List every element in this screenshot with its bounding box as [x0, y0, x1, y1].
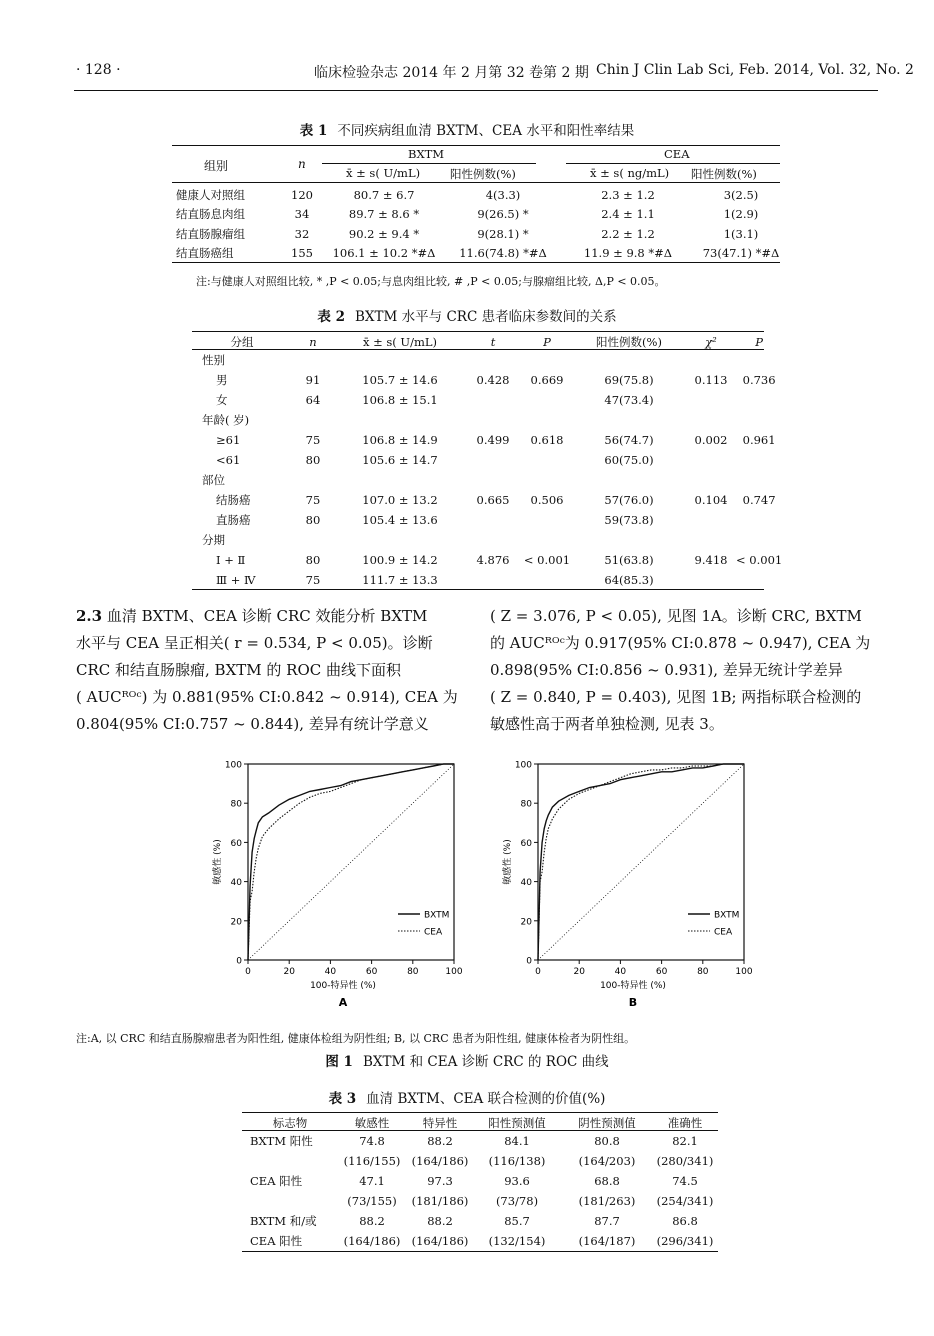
- y-tick-label: 0: [236, 956, 242, 967]
- table3-label: 表 3: [328, 1091, 357, 1107]
- table2-title: BXTM 水平与 CRC 患者临床参数间的关系: [355, 309, 617, 325]
- y-tick-label: 80: [230, 799, 242, 810]
- y-tick-label: 40: [520, 878, 532, 889]
- table-row: 女 64 106.8 ± 15.1 47(73.4): [216, 393, 654, 407]
- y-tick-label: 20: [230, 917, 242, 928]
- table-row: 分期: [202, 533, 225, 547]
- y-tick-label: 40: [230, 878, 242, 889]
- table3-title: 血清 BXTM、CEA 联合检测的价值(%): [366, 1091, 606, 1107]
- table2-header-row: 分组 n x̄ ± s( U/mL) t P 阳性例数(%) χ² P: [230, 334, 763, 349]
- table-row: BXTM 阳性 74.8 88.2 84.1 80.8 82.1: [250, 1134, 698, 1148]
- table1-body: [176, 185, 786, 263]
- table-row: 性别: [202, 353, 225, 367]
- table1-header-cea: CEA: [664, 147, 690, 161]
- body-line: 2.3 血清 BXTM、CEA 诊断 CRC 效能分析 BXTM: [76, 607, 428, 625]
- body-right-column: [490, 603, 880, 738]
- table1-header-bxtm-level: x̄ ± s( U/mL): [346, 166, 421, 180]
- x-tick-label: 40: [614, 967, 627, 977]
- x-tick-label: 0: [245, 967, 251, 977]
- y-tick-label: 100: [224, 760, 242, 771]
- table-row: CEA 阳性 (164/186) (164/186) (132/154) (164/187) (296/341): [250, 1234, 714, 1248]
- table-row: 结直肠癌组 155 106.1 ± 10.2 *#Δ 11.6(74.8) *#Δ 11.9 ± 9.8 *#Δ 73(47.1) *#Δ: [176, 246, 780, 261]
- table-row: ≥61 75 106.8 ± 14.9 0.499 0.618 56(74.7) 0.002 0.961: [216, 433, 776, 447]
- table2-label: 表 2: [317, 309, 346, 325]
- y-tick-label: 60: [520, 838, 532, 849]
- page-number: · 128 ·: [76, 62, 121, 78]
- x-tick-label: 20: [283, 967, 295, 977]
- body-line: ( AUCᴿᴼᶜ) 为 0.881(95% CI:0.842 ~ 0.914), CEA 为: [76, 688, 458, 706]
- y-tick-label: 80: [520, 799, 532, 810]
- table1-label: 表 1: [299, 123, 328, 139]
- table-row: BXTM 和/或 88.2 88.2 85.7 87.7 86.8: [250, 1214, 698, 1228]
- table-row: 男 91 105.7 ± 14.6 0.428 0.669 69(75.8) 0.113 0.736: [216, 373, 776, 387]
- body-line: 水平与 CEA 呈正相关( r = 0.534, P < 0.05)。诊断: [76, 634, 433, 652]
- x-tick-label: 100: [735, 967, 753, 977]
- x-axis-label: 100-特异性 (%): [310, 981, 376, 991]
- y-axis-label: 敏感性 (%): [213, 839, 223, 885]
- panel-label: B: [628, 996, 638, 1009]
- x-tick-label: 40: [324, 967, 337, 977]
- body-line: ( Z = 3.076, P < 0.05), 见图 1A。诊断 CRC, BXTM: [490, 607, 862, 625]
- y-tick-label: 100: [514, 760, 532, 771]
- legend-label-bxtm: BXTM: [424, 910, 450, 921]
- table1-header-group: 组别: [204, 159, 229, 173]
- roc-chart-a: [200, 752, 470, 1014]
- table-row: 结直肠腺瘤组 32 90.2 ± 9.4 * 9(28.1) * 2.2 ± 1.2 1(3.1): [176, 226, 759, 241]
- table1-caption: [0, 119, 934, 139]
- y-axis-label: 敏感性 (%): [503, 839, 513, 885]
- x-tick-label: 20: [573, 967, 585, 977]
- table1-title: 不同疾病组血清 BXTM、CEA 水平和阳性率结果: [337, 123, 635, 139]
- table1-header-n: n: [298, 157, 306, 171]
- table-row: (116/155) (164/186) (116/138) (164/203) (280/341): [343, 1154, 714, 1168]
- body-line: 0.898(95% CI:0.856 ~ 0.931), 差异无统计学差异: [490, 661, 843, 679]
- x-tick-label: 80: [697, 967, 709, 977]
- section-number: 2.3: [76, 607, 103, 625]
- x-tick-label: 100: [445, 967, 463, 977]
- table3-header-row: 标志物 敏感性 特异性 阳性预测值 阴性预测值 准确性: [272, 1115, 703, 1130]
- table-row: 健康人对照组 120 80.7 ± 6.7 4(3.3) 2.3 ± 1.2 3(2.5): [176, 187, 759, 202]
- roc-chart-b: [490, 752, 760, 1014]
- table3: [244, 1114, 718, 1251]
- body-line: ( Z = 0.840, P = 0.403), 见图 1B; 两指标联合检测的: [490, 688, 862, 706]
- legend-label-cea: CEA: [424, 927, 443, 938]
- table1-note: 注:与健康人对照组比较, * ,P < 0.05;与息肉组比较, # ,P < 0.05;与腺瘤组比较, Δ,P < 0.05。: [196, 275, 666, 288]
- table-row: 部位: [202, 473, 225, 487]
- x-tick-label: 60: [655, 967, 668, 977]
- x-tick-label: 60: [365, 967, 378, 977]
- table-row: 结肠癌 75 107.0 ± 13.2 0.665 0.506 57(76.0) 0.104 0.747: [216, 493, 776, 507]
- table3-caption: [0, 1087, 934, 1107]
- panel-label: A: [338, 996, 348, 1009]
- table1-header-cea-level: x̄ ± s( ng/mL): [590, 166, 670, 180]
- figure1-title: BXTM 和 CEA 诊断 CRC 的 ROC 曲线: [362, 1054, 609, 1070]
- table-row: (73/155) (181/186) (73/78) (181/263) (254/341): [347, 1194, 714, 1208]
- y-tick-label: 60: [230, 838, 242, 849]
- legend-label-bxtm: BXTM: [714, 910, 740, 921]
- table1-header-bxtm: BXTM: [408, 147, 445, 161]
- body-line: 敏感性高于两者单独检测, 见表 3。: [490, 715, 724, 733]
- table-row: 直肠癌 80 105.4 ± 13.6 59(73.8): [216, 513, 654, 527]
- x-tick-label: 0: [535, 967, 541, 977]
- table2: [194, 333, 782, 590]
- figure1-caption: [0, 1050, 934, 1070]
- x-axis-label: 100-特异性 (%): [600, 981, 666, 991]
- body-line: 0.804(95% CI:0.757 ~ 0.844), 差异有统计学意义: [76, 715, 429, 733]
- table1-header-cea-pos: 阳性例数(%): [691, 167, 757, 181]
- legend-label-cea: CEA: [714, 927, 733, 938]
- body-left-column: [76, 603, 464, 738]
- table-row: <61 80 105.6 ± 14.7 60(75.0): [216, 453, 654, 467]
- table-row: Ⅰ + Ⅱ 80 100.9 ± 14.2 4.876 < 0.001 51(63.8) 9.418 < 0.001: [216, 553, 783, 567]
- header-rule: [74, 90, 878, 91]
- body-line: 的 AUCᴿᴼᶜ为 0.917(95% CI:0.878 ~ 0.947), CEA 为: [490, 634, 871, 652]
- table-row: CEA 阳性 47.1 97.3 93.6 68.8 74.5: [250, 1174, 698, 1188]
- table1-header-bxtm-pos: 阳性例数(%): [450, 167, 516, 181]
- y-tick-label: 0: [526, 956, 532, 967]
- journal-title-cn: 临床检验杂志 2014 年 2 月第 32 卷第 2 期: [314, 65, 589, 81]
- journal-title-en: Chin J Clin Lab Sci, Feb. 2014, Vol. 32, No. 2: [596, 62, 914, 78]
- x-tick-label: 80: [407, 967, 419, 977]
- figure1-note: 注:A, 以 CRC 和结直肠腺瘤患者为阳性组, 健康体检组为阴性组; B, 以 CRC 患者为阳性组, 健康体检者为阴性组。: [76, 1032, 636, 1045]
- table-row: 结直肠息肉组 34 89.7 ± 8.6 * 9(26.5) * 2.4 ± 1.1 1(2.9): [176, 207, 759, 222]
- table-row: 年龄( 岁): [202, 413, 250, 427]
- y-tick-label: 20: [520, 917, 532, 928]
- table-row: Ⅲ + Ⅳ 75 111.7 ± 13.3 64(85.3): [216, 573, 654, 587]
- body-line: CRC 和结直肠腺瘤, BXTM 的 ROC 曲线下面积: [76, 661, 401, 679]
- table2-caption: [0, 305, 934, 325]
- figure1-label: 图 1: [325, 1054, 353, 1070]
